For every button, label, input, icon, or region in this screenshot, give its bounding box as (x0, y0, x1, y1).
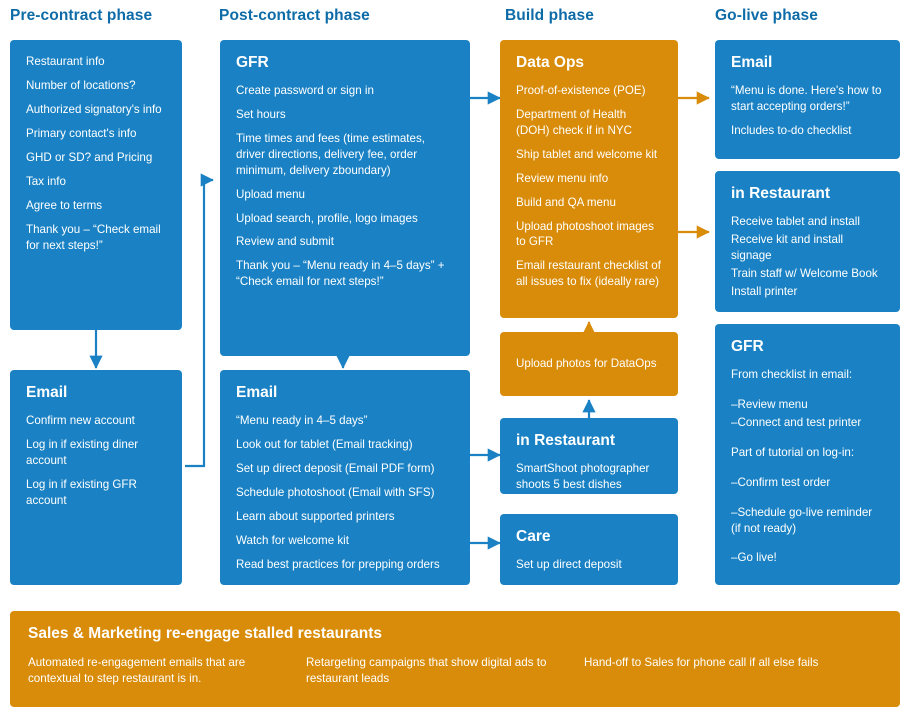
list-item: Read best practices for prepping orders (236, 557, 440, 571)
list-item: Upload search, profile, logo images (236, 211, 418, 225)
list-item: Create password or sign in (236, 83, 374, 97)
card-title: in Restaurant (516, 432, 616, 449)
list-item: –Schedule go-live reminder (if not ready) (731, 505, 873, 535)
list-item: Look out for tablet (Email tracking) (236, 437, 413, 451)
card-title: GFR (236, 54, 269, 71)
card-post-contract-email[interactable] (220, 370, 470, 585)
list-item: Log in if existing diner account (26, 437, 139, 467)
card-go-live-gfr[interactable] (715, 324, 900, 585)
card-pre-contract-email[interactable] (10, 370, 182, 585)
list-item: Set hours (236, 107, 286, 121)
list-item: GHD or SD? and Pricing (26, 150, 153, 164)
card-go-live-email-list (731, 83, 884, 139)
list-item: –Go live! (731, 551, 777, 565)
list-item: Ship tablet and welcome kit (516, 147, 658, 161)
list-item: Part of tutorial on log-in: (731, 445, 855, 459)
card-title: Data Ops (516, 54, 585, 71)
list-item: Thank you – “Menu ready in 4–5 days” + “Check email for next steps!” (236, 259, 445, 289)
card-title: Email (26, 384, 68, 401)
list-item: Learn about supported printers (236, 509, 395, 523)
list-item: –Connect and test printer (731, 415, 862, 429)
banner-column-retargeting: Retargeting campaigns that show digital ads to restaurant leads (306, 656, 547, 686)
list-item: –Review menu (731, 397, 808, 411)
card-build-data-ops-list (516, 83, 662, 291)
list-item: Review and submit (236, 235, 334, 249)
card-go-live-email[interactable] (715, 40, 900, 159)
card-title: Email (236, 384, 278, 401)
list-item: Department of Health (DOH) check if in NYC (516, 107, 632, 137)
list-item: Confirm new account (26, 413, 135, 427)
banner-columns (28, 655, 882, 687)
card-title: in Restaurant (731, 185, 831, 202)
list-item: Restaurant info (26, 55, 105, 68)
card-pre-contract-email-list (26, 413, 166, 509)
list-item: –Confirm test order (731, 475, 831, 489)
list-item: Schedule photoshoot (Email with SFS) (236, 485, 435, 499)
column-title-pre-contract: Pre-contract phase (10, 7, 153, 24)
banner-sales-marketing[interactable] (10, 611, 900, 707)
list-item: Thank you – “Check email for next steps!” (26, 222, 161, 252)
list-item: Receive kit and install signage (731, 232, 844, 262)
list-item: Install printer (731, 284, 798, 298)
card-post-contract-gfr-list (236, 83, 454, 291)
card-title: Care (516, 528, 551, 545)
banner-title: Sales & Marketing re-engage stalled restaurants (28, 625, 383, 642)
card-go-live-gfr-list (731, 367, 884, 567)
list-item: Time times and fees (time estimates, driver directions, delivery fee, order minimum, delivery zboundary) (236, 131, 425, 177)
list-item: Watch for welcome kit (236, 533, 349, 547)
column-title-build: Build phase (505, 7, 594, 24)
list-item: Review menu info (516, 171, 609, 185)
card-post-contract-email-list (236, 413, 454, 573)
list-item: Train staff w/ Welcome Book (731, 266, 878, 280)
list-item: Log in if existing GFR account (26, 477, 137, 507)
column-title-go-live: Go-live phase (715, 7, 818, 24)
list-item: Primary contact's info (26, 126, 137, 140)
card-build-data-ops[interactable] (500, 40, 678, 318)
column-title-post-contract: Post-contract phase (219, 7, 370, 24)
card-build-upload-photos[interactable] (500, 332, 678, 396)
list-item: Set up direct deposit (Email PDF form) (236, 461, 435, 475)
list-item: Upload menu (236, 187, 305, 201)
banner-column-sales-handoff: Hand-off to Sales for phone call if all else fails (584, 656, 819, 669)
list-item: Receive tablet and install (731, 214, 860, 228)
card-pre-contract-signup-list (26, 54, 166, 254)
list-item: SmartShoot photographer shoots 5 best dishes (516, 461, 650, 491)
list-item: “Menu is done. Here's how to start accepting orders!” (731, 83, 882, 113)
list-item: Upload photoshoot images to GFR (516, 219, 654, 249)
list-item: Includes to-do checklist (731, 123, 852, 137)
card-pre-contract-signup[interactable] (10, 40, 182, 330)
list-item: Build and QA menu (516, 195, 616, 209)
list-item: Agree to terms (26, 198, 103, 212)
list-item: Proof-of-existence (POE) (516, 83, 646, 97)
list-item: Tax info (26, 174, 66, 188)
list-item: Number of locations? (26, 78, 136, 92)
card-build-care[interactable] (500, 514, 678, 585)
card-build-in-restaurant[interactable] (500, 418, 678, 494)
list-item: Set up direct deposit (516, 557, 622, 571)
card-title: GFR (731, 338, 764, 355)
card-go-live-in-restaurant-list (731, 214, 884, 300)
list-item: Authorized signatory's info (26, 102, 162, 116)
card-title: Email (731, 54, 773, 71)
list-item: “Menu ready in 4–5 days” (236, 413, 368, 427)
list-item: From checklist in email: (731, 367, 853, 381)
card-build-care-list (516, 557, 662, 573)
card-post-contract-gfr[interactable] (220, 40, 470, 356)
card-build-in-restaurant-list (516, 461, 662, 493)
card-build-upload-photos-text: Upload photos for DataOps (516, 356, 657, 370)
list-item: Email restaurant checklist of all issues to fix (ideally rare) (516, 259, 661, 289)
banner-column-automated-emails: Automated re-engagement emails that are contextual to step restaurant is in. (28, 656, 246, 686)
card-go-live-in-restaurant[interactable] (715, 171, 900, 312)
